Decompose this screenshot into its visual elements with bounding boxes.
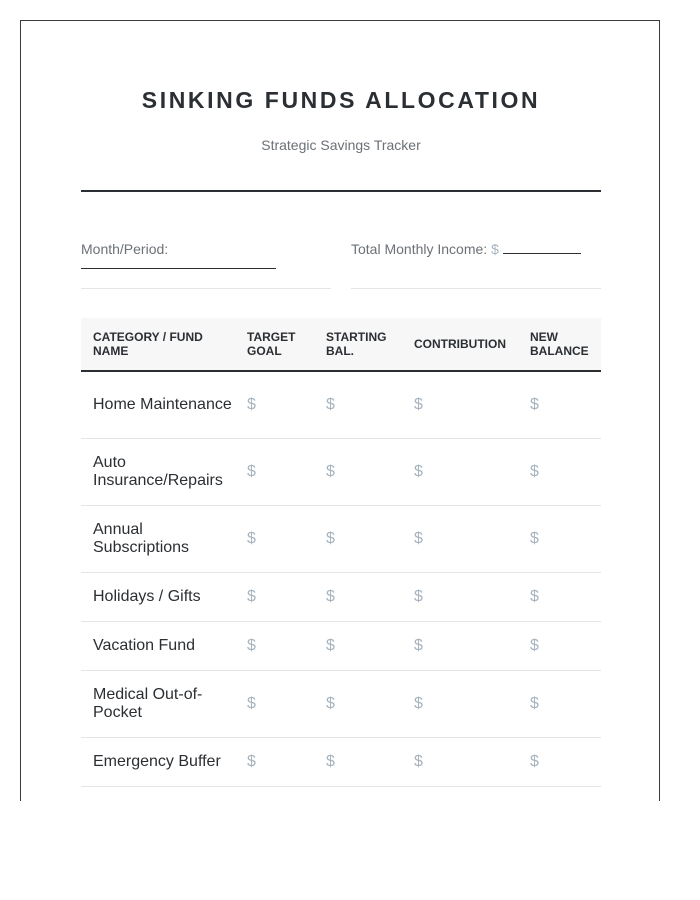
starting-cell[interactable]: $ [314, 371, 402, 439]
category-cell: Holidays / Gifts [81, 573, 235, 622]
starting-cell[interactable]: $ [314, 439, 402, 506]
starting-cell[interactable]: $ [314, 622, 402, 671]
funds-table [81, 318, 601, 787]
category-cell: Medical Out-of-Pocket [81, 671, 235, 738]
table-row [81, 573, 601, 622]
table-row [81, 738, 601, 787]
target-cell[interactable]: $ [235, 671, 314, 738]
new-balance-cell[interactable]: $ [518, 671, 601, 738]
contribution-cell[interactable]: $ [402, 371, 518, 439]
table-row [81, 671, 601, 738]
starting-cell[interactable]: $ [314, 506, 402, 573]
column-header-new-balance: NEW BALANCE [518, 318, 601, 371]
new-balance-cell[interactable]: $ [518, 622, 601, 671]
starting-cell[interactable]: $ [314, 573, 402, 622]
column-header-category: CATEGORY / FUND NAME [81, 318, 235, 371]
table-row [81, 506, 601, 573]
income-label: Total Monthly Income: [351, 241, 488, 257]
starting-cell[interactable]: $ [314, 671, 402, 738]
period-field[interactable] [81, 240, 331, 289]
page-title: SINKING FUNDS ALLOCATION [141, 87, 541, 113]
worksheet-page [20, 20, 660, 801]
column-header-contribution: CONTRIBUTION [402, 318, 518, 371]
contribution-cell[interactable]: $ [402, 671, 518, 738]
new-balance-cell[interactable]: $ [518, 506, 601, 573]
target-cell[interactable]: $ [235, 738, 314, 787]
contribution-cell[interactable]: $ [402, 573, 518, 622]
income-field[interactable] [351, 240, 601, 289]
period-label: Month/Period: [81, 241, 169, 257]
target-cell[interactable]: $ [235, 371, 314, 439]
contribution-cell[interactable]: $ [402, 439, 518, 506]
category-cell: Vacation Fund [81, 622, 235, 671]
target-cell[interactable]: $ [235, 622, 314, 671]
column-header-starting: STARTING BAL. [314, 318, 402, 371]
new-balance-cell[interactable]: $ [518, 738, 601, 787]
column-header-target: TARGET GOAL [235, 318, 314, 371]
category-cell: Annual Subscriptions [81, 506, 235, 573]
income-currency: $ [491, 241, 499, 257]
period-blank-line[interactable] [81, 268, 276, 269]
table-row [81, 622, 601, 671]
contribution-cell[interactable]: $ [402, 738, 518, 787]
new-balance-cell[interactable]: $ [518, 573, 601, 622]
contribution-cell[interactable]: $ [402, 622, 518, 671]
page-subtitle: Strategic Savings Tracker [261, 137, 421, 153]
category-cell: Home Maintenance [81, 371, 235, 439]
table-header-row [81, 318, 601, 371]
target-cell[interactable]: $ [235, 573, 314, 622]
starting-cell[interactable]: $ [314, 738, 402, 787]
income-blank-line[interactable] [503, 253, 581, 254]
income-row [351, 240, 601, 258]
new-balance-cell[interactable]: $ [518, 371, 601, 439]
category-cell: Auto Insurance/Repairs [81, 439, 235, 506]
title-divider [81, 190, 601, 192]
new-balance-cell[interactable]: $ [518, 439, 601, 506]
target-cell[interactable]: $ [235, 506, 314, 573]
contribution-cell[interactable]: $ [402, 506, 518, 573]
target-cell[interactable]: $ [235, 439, 314, 506]
table-row [81, 439, 601, 506]
category-cell: Emergency Buffer [81, 738, 235, 787]
table-row [81, 371, 601, 439]
